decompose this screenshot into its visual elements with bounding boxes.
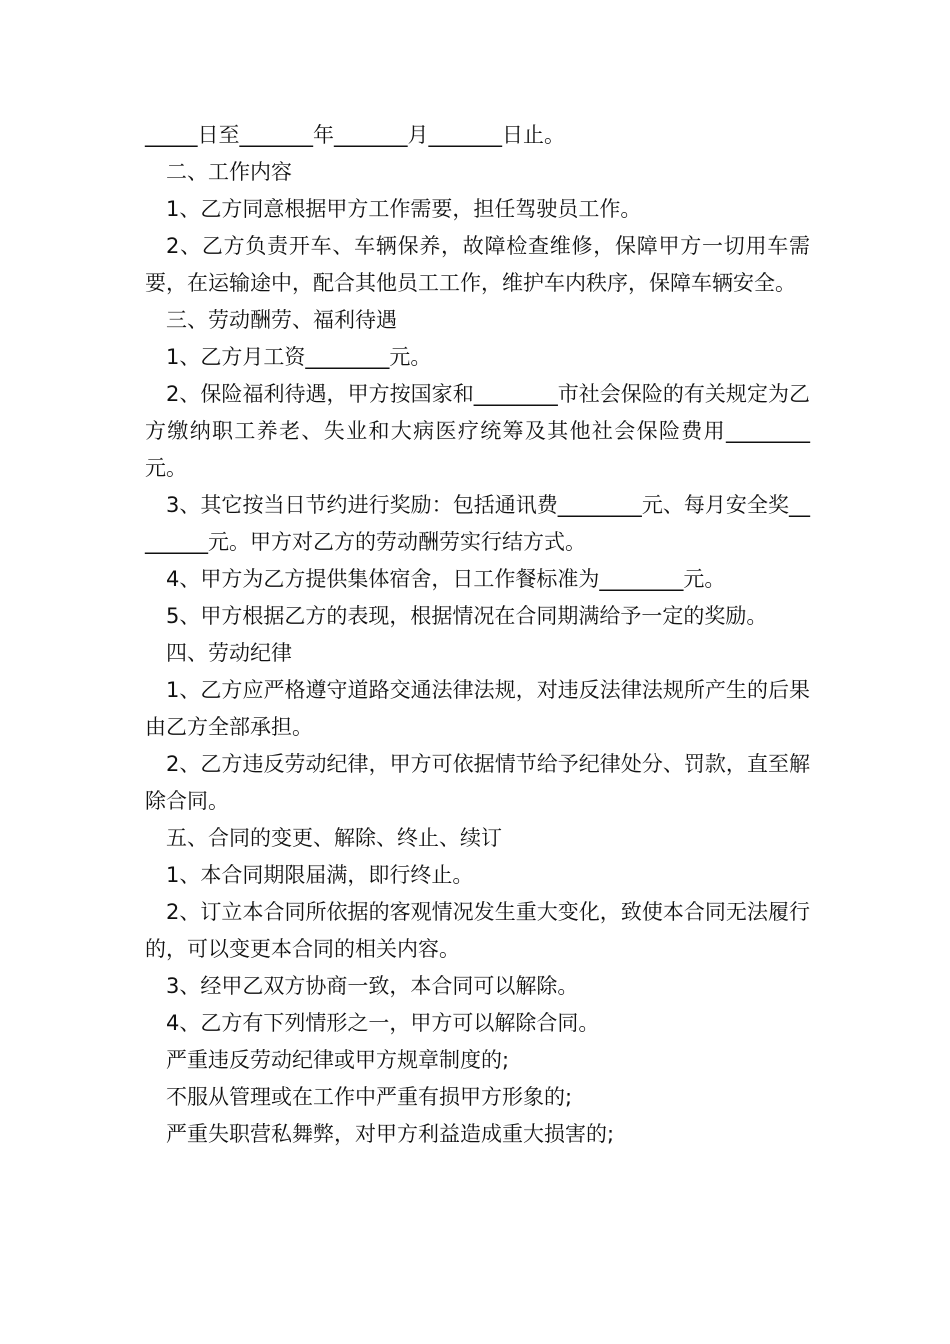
- paragraph-date-range: _____日至_______年_______月_______日止。: [145, 123, 565, 147]
- paragraph: 2、乙方负责开车、车辆保养，故障检查维修，保障甲方一切用车需要，在运输途中，配合其他员工工作，维护车内秩序，保障车辆安全。: [145, 234, 810, 295]
- paragraph: 4、甲方为乙方提供集体宿舍，日工作餐标准为________元。: [166, 567, 726, 591]
- paragraph: 2、保险福利待遇，甲方按国家和________市社会保险的有关规定为乙方缴纳职工养老、失业和大病医疗统筹及其他社会保险费用________元。: [145, 382, 810, 480]
- paragraph: 2、乙方违反劳动纪律，甲方可依据情节给予纪律处分、罚款，直至解除合同。: [145, 752, 810, 813]
- section-heading-remuneration: 三、劳动酬劳、福利待遇: [166, 308, 397, 332]
- document-body: [145, 117, 810, 1153]
- paragraph: 2、订立本合同所依据的客观情况发生重大变化，致使本合同无法履行的，可以变更本合同的相关内容。: [145, 900, 810, 961]
- paragraph: 1、乙方应严格遵守道路交通法律法规，对违反法律法规所产生的后果由乙方全部承担。: [145, 678, 810, 739]
- list-item: 严重违反劳动纪律或甲方规章制度的;: [166, 1048, 510, 1072]
- paragraph: 3、其它按当日节约进行奖励：包括通讯费________元、每月安全奖________元。甲方对乙方的劳动酬劳实行结方式。: [145, 493, 810, 554]
- paragraph: 1、乙方同意根据甲方工作需要，担任驾驶员工作。: [166, 197, 642, 221]
- section-heading-work-content: 二、工作内容: [166, 160, 292, 184]
- paragraph: 5、甲方根据乙方的表现，根据情况在合同期满给予一定的奖励。: [166, 604, 768, 628]
- paragraph: 4、乙方有下列情形之一，甲方可以解除合同。: [166, 1011, 600, 1035]
- paragraph: 1、本合同期限届满，即行终止。: [166, 863, 474, 887]
- list-item: 严重失职营私舞弊，对甲方利益造成重大损害的;: [166, 1122, 615, 1146]
- paragraph: 3、经甲乙双方协商一致，本合同可以解除。: [166, 974, 579, 998]
- paragraph: 1、乙方月工资________元。: [166, 345, 432, 369]
- section-heading-discipline: 四、劳动纪律: [166, 641, 292, 665]
- list-item: 不服从管理或在工作中严重有损甲方形象的;: [166, 1085, 573, 1109]
- section-heading-contract-changes: 五、合同的变更、解除、终止、续订: [166, 826, 502, 850]
